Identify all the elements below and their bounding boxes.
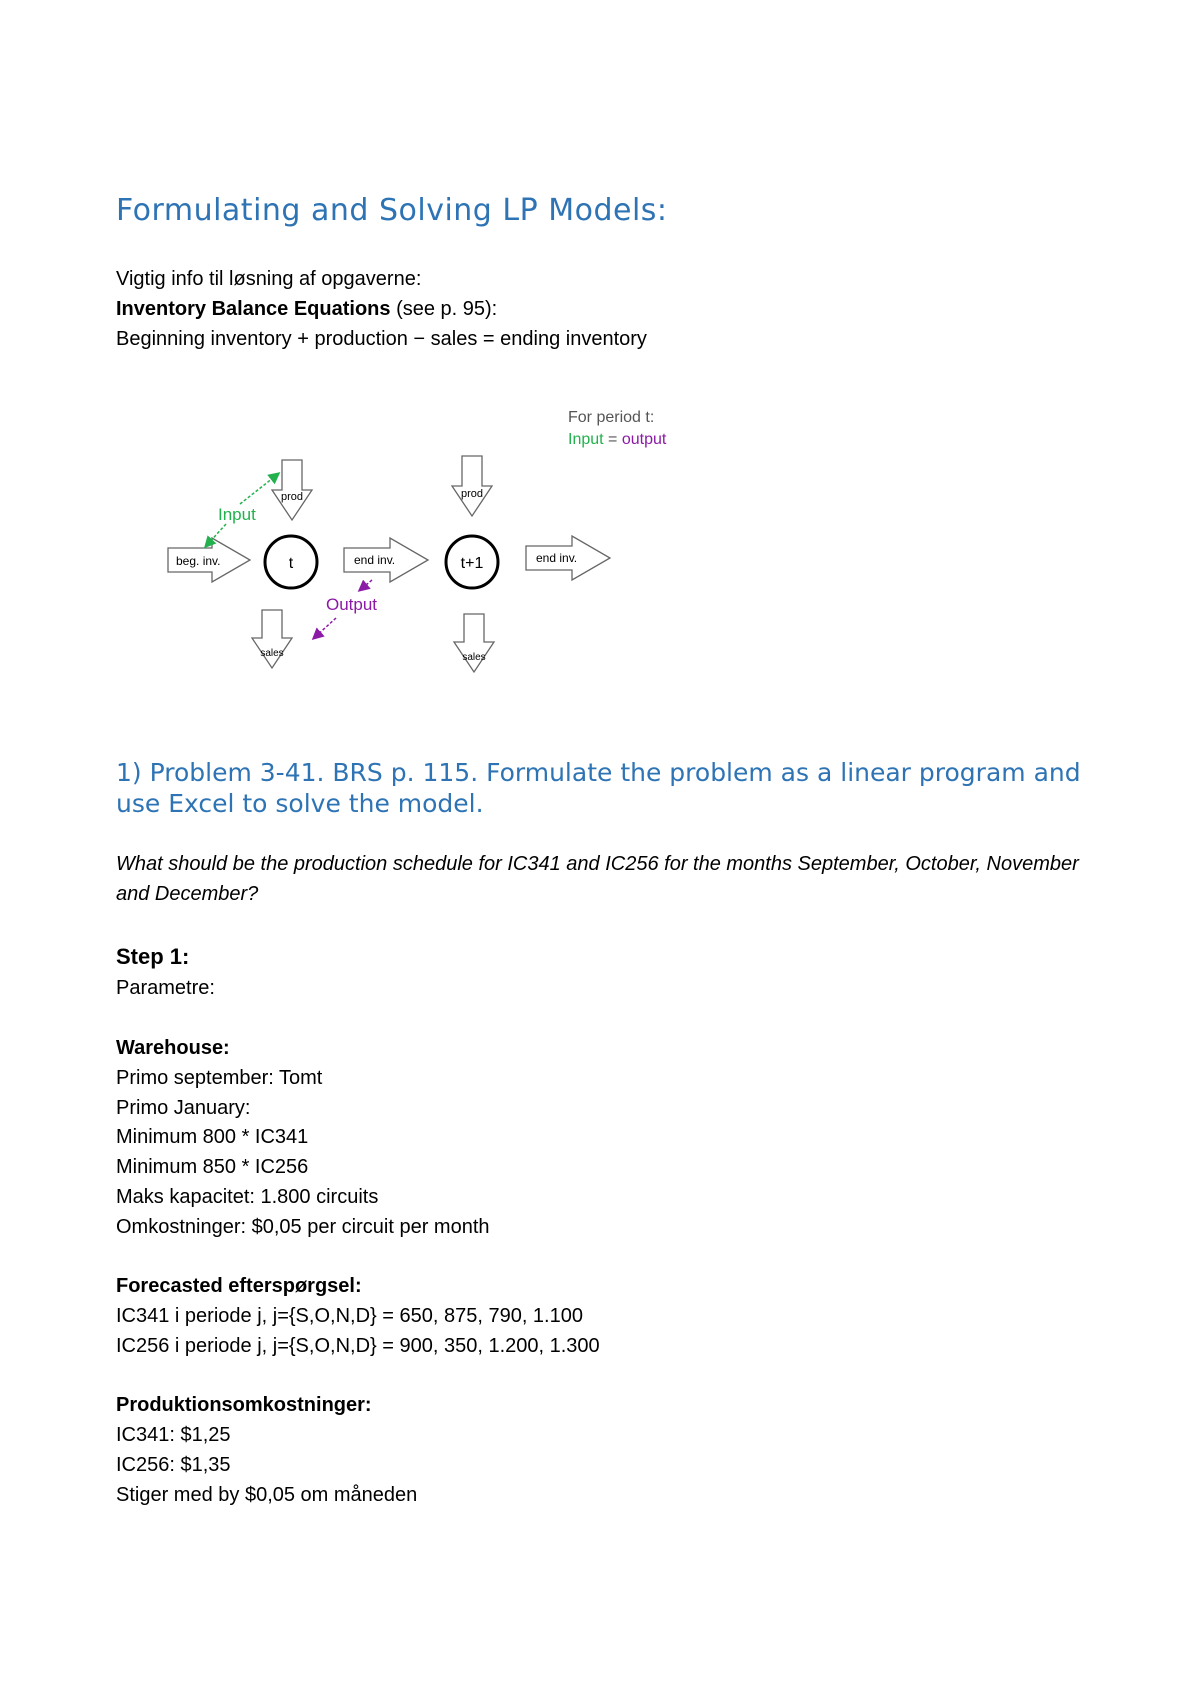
node-t-plus-1-label: t+1 <box>460 555 484 572</box>
sales-arrow-1 <box>252 610 292 668</box>
inventory-balance-ref: (see p. 95): <box>390 298 498 320</box>
intro-line-1: Vigtig info til løsning af opgaverne: <box>116 268 422 290</box>
note-output: output <box>621 431 667 448</box>
forecast-line-1: IC341 i periode j, j={S,O,N,D} = 650, 875, 790, 1.100 <box>116 1305 583 1327</box>
sales-label-2: sales <box>462 652 486 663</box>
inventory-balance-label: Inventory Balance Equations <box>116 298 391 320</box>
prod-label-2: prod <box>460 488 484 500</box>
forecast-line-2: IC256 i periode j, j={S,O,N,D} = 900, 350, 1.200, 1.300 <box>116 1335 600 1357</box>
period-note: For period t: <box>568 409 655 426</box>
output-pointer-end <box>360 580 372 590</box>
output-pointer-sales <box>314 618 336 638</box>
production-heading: Produktionsomkostninger: <box>116 1394 372 1416</box>
intro-line-2 <box>116 297 497 321</box>
prod-arrow-2 <box>452 456 492 516</box>
page-title: Formulating and Solving LP Models: <box>116 193 668 228</box>
warehouse-line-5: Maks kapacitet: 1.800 circuits <box>116 1186 379 1208</box>
step-1-heading: Step 1: <box>116 944 190 969</box>
prod-arrow-1 <box>272 460 312 520</box>
node-t-label: t <box>288 555 294 572</box>
end-inv-label-1: end inv. <box>354 553 396 567</box>
warehouse-line-1: Primo september: Tomt <box>116 1067 323 1089</box>
warehouse-heading: Warehouse: <box>116 1037 230 1059</box>
production-line-1: IC341: $1,25 <box>116 1424 231 1446</box>
forecast-heading: Forecasted efterspørgsel: <box>116 1275 362 1297</box>
intro-line-3: Beginning inventory + production − sales = ending inventory <box>116 328 647 350</box>
output-annotation: Output <box>326 595 378 614</box>
input-output-note <box>568 431 667 448</box>
production-line-3: Stiger med by $0,05 om måneden <box>116 1484 418 1506</box>
problem-question: What should be the production schedule for IC341 and IC256 for the months September, October, November and December? <box>116 853 1079 905</box>
end-inv-label-2: end inv. <box>536 551 578 565</box>
input-annotation: Input <box>218 505 256 524</box>
warehouse-line-2: Primo January: <box>116 1097 251 1119</box>
input-pointer-prod <box>240 474 278 504</box>
sales-arrow-2 <box>454 614 494 672</box>
note-input: Input <box>568 431 604 448</box>
parametre-label: Parametre: <box>116 977 215 999</box>
beg-inv-label: beg. inv. <box>176 554 221 568</box>
warehouse-line-3: Minimum 800 * IC341 <box>116 1126 309 1148</box>
production-line-2: IC256: $1,35 <box>116 1454 231 1476</box>
sales-label-1: sales <box>260 648 284 659</box>
problem-heading: 1) Problem 3-41. BRS p. 115. Formulate the problem as a linear program and use Excel to solve the model. <box>116 758 1081 818</box>
inventory-balance-diagram <box>160 400 700 690</box>
warehouse-line-6: Omkostninger: $0,05 per circuit per month <box>116 1216 490 1238</box>
warehouse-line-4: Minimum 850 * IC256 <box>116 1156 309 1178</box>
note-equals: = <box>603 431 622 448</box>
prod-label-1: prod <box>280 491 304 503</box>
